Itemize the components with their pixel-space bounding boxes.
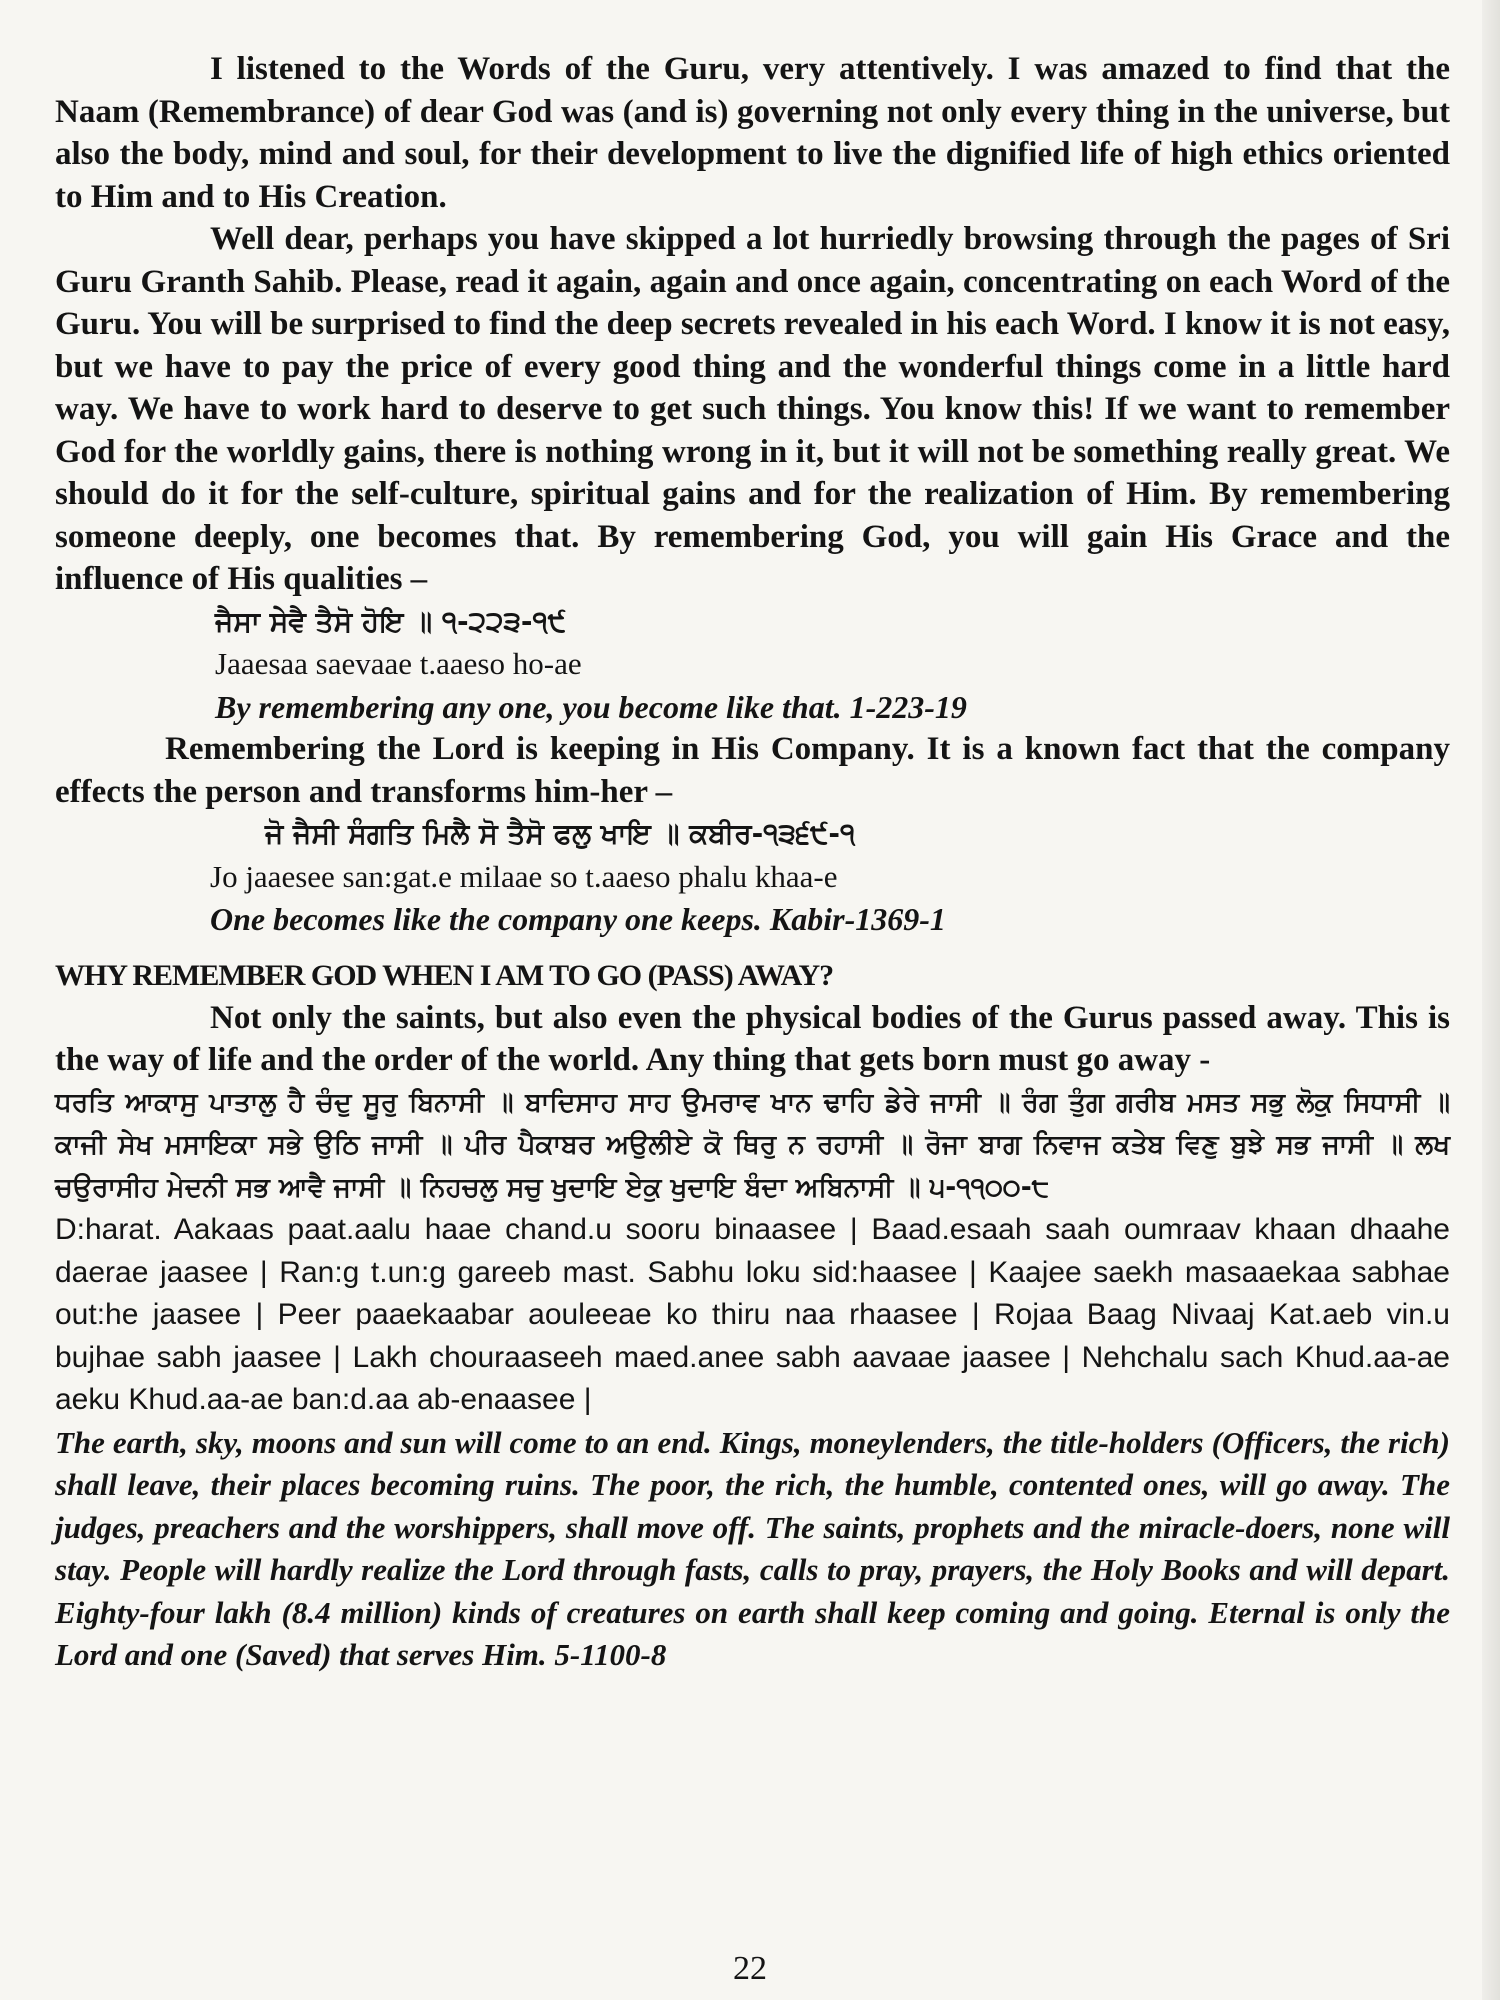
paragraph-company: Remembering the Lord is keeping in His Company. It is a known fact that the company effects the person and transforms him-her – — [55, 731, 1450, 810]
translation-long: The earth, sky, moons and sun will come to an end. Kings, moneylenders, the title-holders (Officers, the rich) shall leave, their places becoming ruins. The poor, the rich, the humble, contented ones, will go away. The judges, preachers and the worshippers, shall move off. The saints, prophets and the miracle-doers, none will stay. People will hardly realize the Lord through fasts, calls to pray, prayers, the Holy Books and will depart. Eighty-four lakh (8.4 million) kinds of creatures on earth shall keep coming and going. Eternal is only the Lord and one (Saved) that serves Him. 5-1100-8 — [55, 1424, 1450, 1672]
page-edge-shadow — [1482, 0, 1500, 2000]
quote-remembering — [215, 601, 1450, 729]
gurmukhi-verse: ਜੈਸਾ ਸੇਵੈ ਤੈਸੋ ਹੋਇ ॥ ੧-੨੨੩-੧੯ — [215, 604, 567, 638]
paragraph-browsing: Well dear, perhaps you have skipped a lot hurriedly browsing through the pages of Sri Guru Granth Sahib. Please, read it again, again and once again, concentrating on each Word of the Guru. You will be surprised to find the deep secrets revealed in his each Word. I know it is not easy, but we have to pay the price of every good thing and the wonderful things come in a little hard way. We have to work hard to deserve to get such things. You know this! If we want to remember God for the worldly gains, there is nothing wrong in it, but it will not be something really great. We should do it for the self-culture, spiritual gains and for the realization of Him. By remembering someone deeply, one becomes that. By remembering God, you will gain His Grace and the influence of His qualities – — [55, 221, 1450, 597]
gurmukhi-verse-long: ਧਰਤਿ ਆਕਾਸੁ ਪਾਤਾਲੁ ਹੈ ਚੰਦੁ ਸੂਰੁ ਬਿਨਾਸੀ ॥ ਬਾਦਿਸਾਹ ਸਾਹ ਉਮਰਾਵ ਖਾਨ ਢਾਹਿ ਡੇਰੇ ਜਾਸੀ ॥ ਰੰਗ ਤੁੰਗ ਗਰੀਬ ਮਸਤ ਸਭੁ ਲੋਕੁ ਸਿਧਾਸੀ ॥ ਕਾਜੀ ਸੇਖ ਮਸਾਇਕਾ ਸਭੇ ਉਠਿ ਜਾਸੀ ॥ ਪੀਰ ਪੈਕਾਬਰ ਅਉਲੀਏ ਕੋ ਥਿਰੁ ਨ ਰਹਾਸੀ ॥ ਰੋਜਾ ਬਾਗ ਨਿਵਾਜ ਕਤੇਬ ਵਿਣੁ ਬੁਝੇ ਸਭ ਜਾਸੀ ॥ ਲਖ ਚਉਰਾਸੀਹ ਮੇਦਨੀ ਸਭ ਆਵੈ ਜਾਸੀ ॥ ਨਿਹਚਲੁ ਸਚੁ ਖੁਦਾਇ ਏਕੁ ਖੁਦਾਇ ਬੰਦਾ ਅਬਿਨਾਸੀ ॥ ੫-੧੧੦੦-੮ — [55, 1086, 1450, 1203]
quote-company — [210, 813, 1450, 941]
paragraph-guru-words: I listened to the Words of the Guru, very attentively. I was amazed to find that the Naam (Remembrance) of dear God was (and is) governing not only every thing in the universe, but also the body, mind and soul, for their development to live the dignified life of high ethics oriented to Him and to His Creation. — [55, 51, 1450, 215]
transliteration: Jo jaaesee san:gat.e milaae so t.aaeso phalu khaa-e — [210, 858, 838, 894]
paragraph-saints: Not only the saints, but also even the physical bodies of the Gurus passed away. This is the way of life and the order of the world. Any thing that gets born must go away - — [55, 999, 1450, 1078]
gurmukhi-verse: ਜੋ ਜੈਸੀ ਸੰਗਤਿ ਮਿਲੈ ਸੋ ਤੈਸੋ ਫਲੁ ਖਾਇ ॥ ਕਬੀਰ-੧੩੬੯-੧ — [265, 817, 856, 850]
translation: One becomes like the company one keeps. Kabir-1369-1 — [210, 901, 946, 937]
transliteration: Jaaesaa saevaae t.aaeso ho-ae — [215, 646, 582, 681]
page-number: 22 — [733, 1950, 767, 1987]
page-body — [55, 48, 1450, 1677]
section-heading: WHY REMEMBER GOD WHEN I AM TO GO (PASS) AWAY? — [55, 958, 834, 992]
transliteration-long: D:harat. Aakaas paat.aalu haae chand.u sooru binaasee | Baad.esaah saah oumraav khaan dhaahe daerae jaasee | Ran:g t.un:g gareeb mast. Sabhu loku sid:haasee | Kaajee saekh masaaekaa sabhae out:he jaasee | Peer paaekaabar aouleeae ko thiru naa rhaasee | Rojaa Baag Nivaaj Kat.aeb vin.u bujhae sabh jaasee | Lakh chouraaseeh maed.anee sabh aavaae jaasee | Nehchalu sach Khud.aa-ae aeku Khud.aa-ae ban:d.aa ab-enaasee | — [55, 1213, 1450, 1416]
translation: By remembering any one, you become like that. 1-223-19 — [215, 688, 967, 725]
